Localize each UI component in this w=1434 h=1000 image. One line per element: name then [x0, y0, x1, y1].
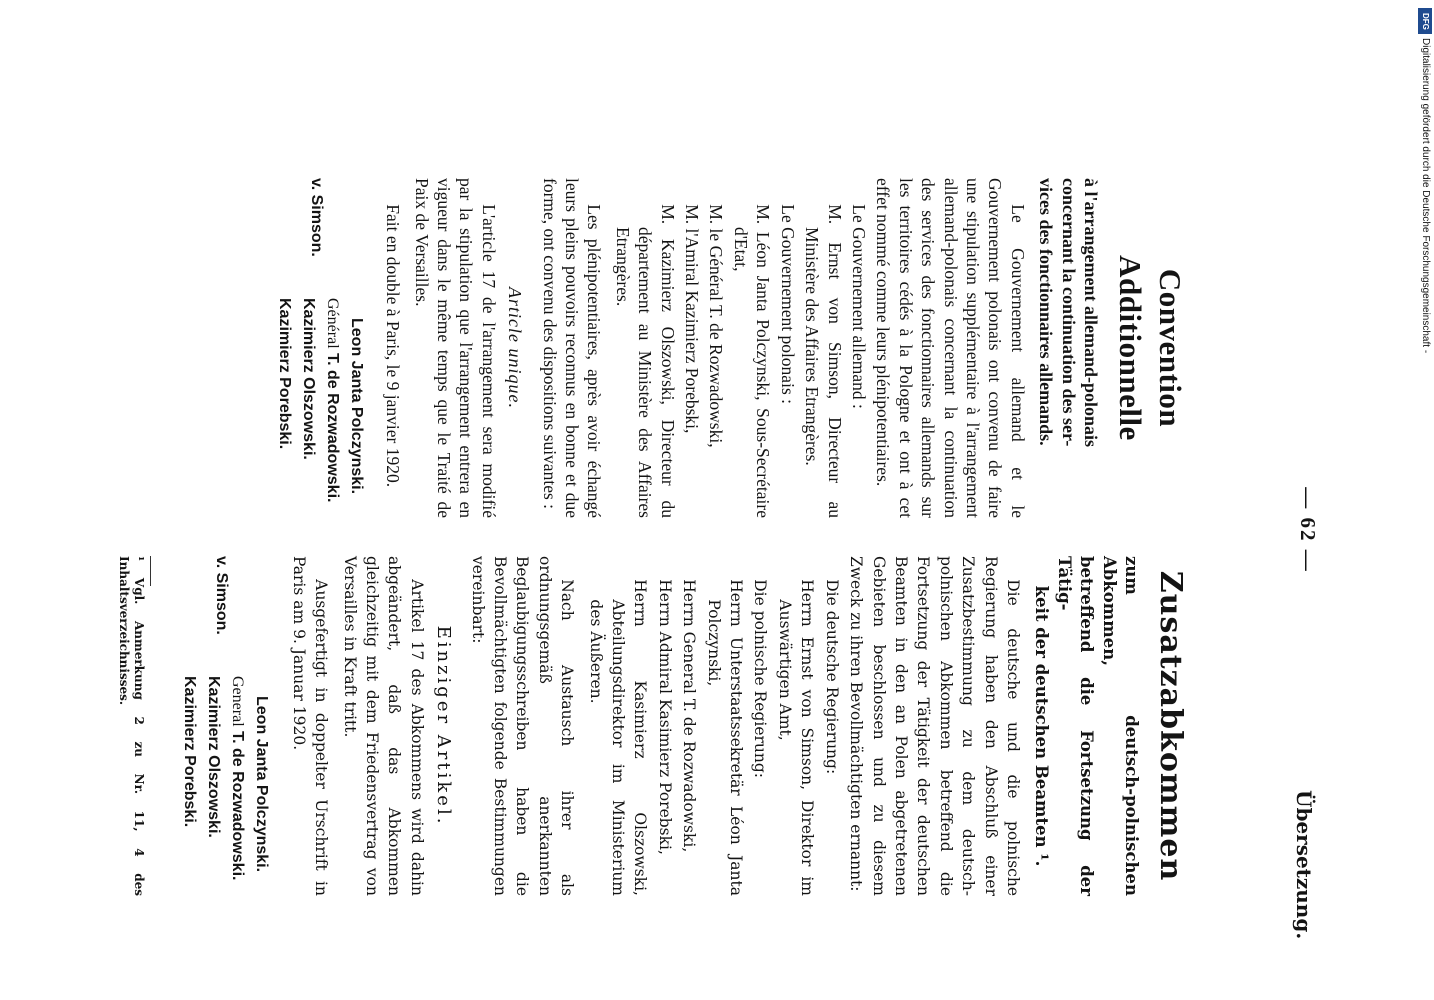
german-polish-delegate: Herrn Kasimierz Olszowski, Abteilungsdirektor im Ministerium des Äußeren.: [586, 579, 650, 896]
signature-rozwadowski-name: T. de Rozwadowski.: [323, 353, 341, 503]
german-subtitle-line: keit der deutschen Beamten ¹.: [1032, 585, 1052, 867]
french-column: [258, 178, 1190, 518]
german-article-heading: Einziger Artikel.: [433, 625, 455, 827]
signature-rank: General: [229, 676, 247, 727]
signature-olszowski: Kazimierz Olszowski.: [205, 676, 223, 838]
signature-polczynski: Leon Janta Polczynski.: [253, 696, 271, 873]
german-title: Zusatzabkommen: [1153, 570, 1188, 882]
dfg-logo: DFG: [1418, 8, 1432, 34]
footnote-rule: [150, 556, 151, 586]
dfg-notice: [1418, 8, 1432, 408]
signature-simson: v. Simson.: [307, 178, 325, 257]
signature-rozwadowski: [320, 298, 344, 502]
german-polish-delegate: Herrn General T. de Rozwadowski,: [680, 579, 699, 853]
signature-polczynski: Leon Janta Polczynski.: [347, 318, 365, 495]
signature-porebski: Kazimierz Porebski.: [275, 298, 293, 450]
french-german-delegate: M. Ernst von Simson, Directeur au Ministère des Affaires Etrangères.: [802, 204, 845, 518]
german-done-at: Ausgefertigt in doppelter Urschrift in Paris am 9. Januar 1920.: [289, 556, 331, 896]
french-exchange: Les plénipotentiaires, après avoir échangé leurs pleins pouvoirs reconnus en bonne et due forme, ont convenu des dispositions suivantes :: [539, 178, 605, 518]
french-title: Convention Additionnelle: [1113, 255, 1188, 441]
french-done-at: Fait en double à Paris, le 9 janvier 1920.: [383, 204, 404, 488]
signature-porebski: Kazimierz Porebski.: [181, 676, 199, 828]
french-polish-delegate: M. l'Amiral Kazimierz Porebski,: [682, 204, 703, 434]
french-subtitle-line: vices des fonctionnaires allemands.: [1036, 178, 1057, 446]
german-german-delegate: Herrn Ernst von Simson, Direktor im Auswärtigen Amt,: [775, 579, 817, 896]
signature-simson: v. Simson.: [213, 556, 231, 635]
french-article-heading: Article unique.: [505, 287, 526, 409]
german-signatures: [163, 556, 273, 896]
french-subtitle-line: concernant la continuation des ser-: [1058, 178, 1079, 447]
french-preamble: Le Gouvernement allemand et le Gouvernement polonais ont convenu de faire une stipulation supplémentaire à l'arrangement allemand-polonais concernant la continuation des services des fonctionnaires allemands sur les territoires cédés à la Pologne et ont à cet effet nommé comme leurs plénipotentiaires.: [873, 178, 1028, 518]
german-preamble: Die deutsche und die polnische Regierung haben den Abschluß einer Zusatzbestimmung zu dem deutsch-polnischen Abkommen betreffend die Fortsetzung der Tätigkeit der deutschen Beamten in den an Polen abgetretenen Gebieten beschlossen und zu diesem Zweck zu ihren Bevollmächtigten ernannt:: [847, 556, 1022, 896]
page-number: — 62 —: [1296, 487, 1320, 573]
german-article-text: Artikel 17 des Abkommens wird dahin abgeändert, daß das Abkommen gleichzeitig mit dem Friedensvertrag von Versailles in Kraft tritt.: [340, 556, 426, 896]
german-polish-delegate: Herrn Admiral Kasimierz Porebski,: [655, 579, 674, 855]
german-footnote: ¹ Vgl. Anmerkung 2 zu Nr. 11, 4 des Inhaltsverzeichnisses.: [117, 556, 147, 896]
french-polish-delegate: M. Léon Janta Polczynski, Sous-Secrétaire d'Etat,: [730, 204, 774, 518]
german-exchange: Nach Austausch ihrer als ordnungsgemäß anerkannten Beglaubigungsschreiben haben die Bevollmächtigten folgende Bestimmungen vereinbart:: [468, 556, 577, 896]
french-article-text: L'article 17 de l'arrangement sera modifié par la stipulation que l'arrangement entrera en vigueur dans le même temps que le Traité de Paix de Versailles.: [411, 178, 499, 518]
signature-rozwadowski-name: T. de Rozwadowski.: [229, 731, 247, 881]
german-subtitle-line: betreffend die Fortsetzung der Tätig-: [1054, 556, 1097, 896]
french-signatures: [258, 178, 368, 518]
german-subtitle: [1030, 556, 1142, 896]
german-german-gov-label: Die deutsche Regierung:: [822, 579, 841, 775]
french-polish-delegate: M. le Général T. de Rozwadowski,: [706, 204, 727, 448]
signature-rank: Général: [323, 298, 341, 349]
french-subtitle-line: à l'arrangement allemand-polonais: [1081, 178, 1101, 447]
german-column: [116, 556, 1190, 896]
signature-rozwadowski: [225, 676, 249, 880]
french-polish-gov-label: Le Gouvernement polonais :: [777, 204, 798, 404]
running-head: Übersetzung.: [1292, 790, 1316, 940]
french-german-gov-label: Le Gouvernement allemand :: [848, 204, 869, 409]
french-polish-delegate: M. Kazimierz Olszowski, Directeur du département au Ministère des Affaires Etrangères.: [612, 204, 678, 518]
signature-olszowski: Kazimierz Olszowski.: [299, 298, 317, 460]
german-subtitle-line: zum deutsch-polnischen Abkommen,: [1099, 556, 1141, 896]
german-polish-gov-label: Die polnische Regierung:: [751, 579, 770, 779]
dfg-notice-text: Digitalisierung gefördert durch die Deutsche Forschungsgemeinschaft -: [1420, 38, 1431, 354]
french-subtitle: [1035, 178, 1102, 518]
german-polish-delegate: Herrn Unterstaatssekretär Léon Janta Polczynski,: [704, 579, 746, 896]
